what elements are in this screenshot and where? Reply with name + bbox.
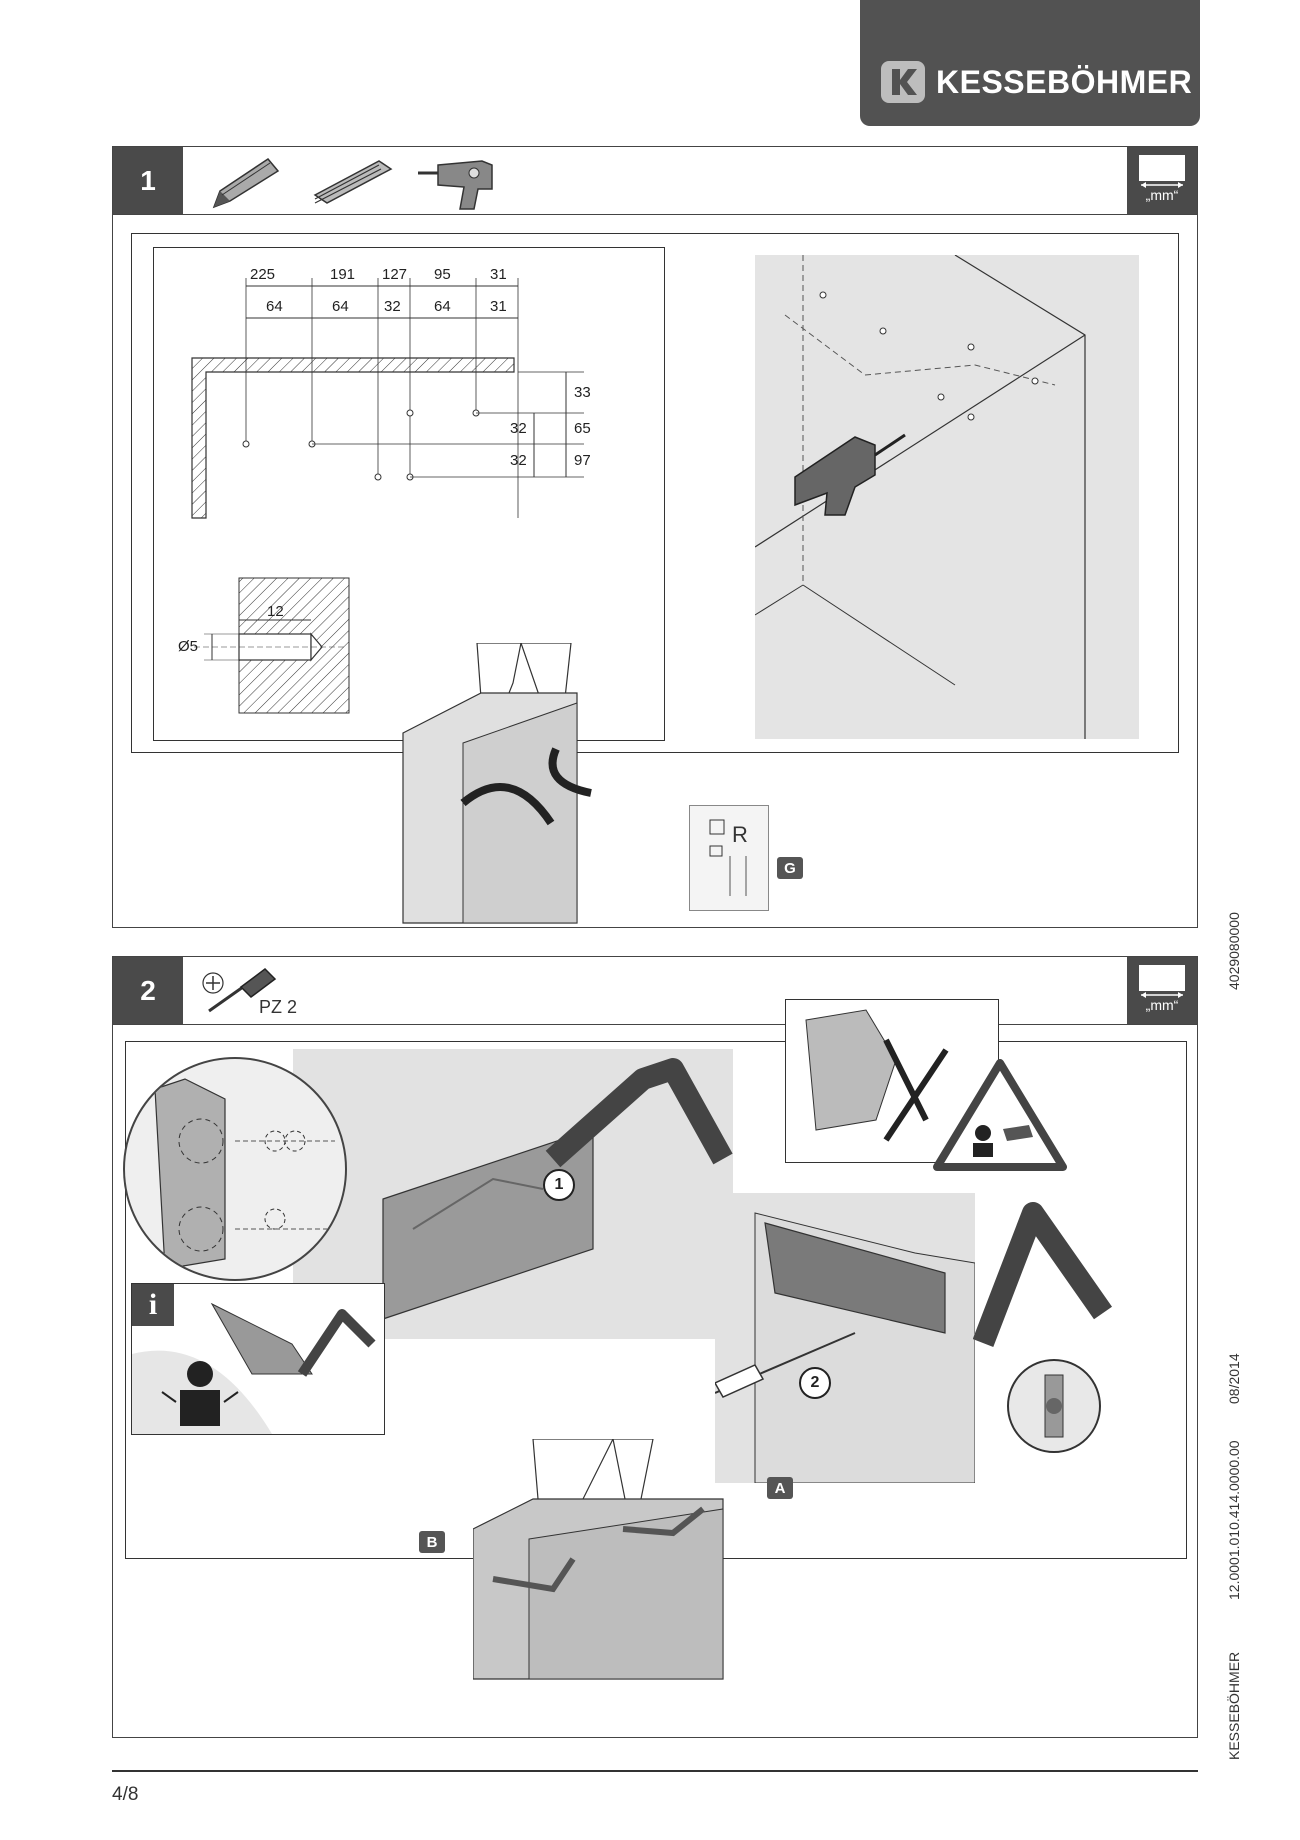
dim-diameter: Ø5	[178, 638, 199, 655]
warning-triangle-icon	[933, 1059, 1067, 1171]
step-2	[112, 956, 1198, 1738]
step-marker-2: 2	[799, 1367, 831, 1399]
brand-name: KESSEBÖHMER	[936, 64, 1193, 100]
dim-32-b: 32	[510, 420, 527, 437]
dim-64-a: 64	[266, 298, 283, 315]
dim-65: 65	[574, 420, 591, 437]
units-label: „mm“	[1145, 997, 1179, 1013]
info-inset	[131, 1283, 385, 1435]
step-2-header	[113, 957, 1197, 1025]
step-number: 1	[113, 147, 183, 214]
dim-31-top: 31	[490, 266, 507, 283]
units-label: „mm“	[1145, 187, 1179, 203]
dim-95: 95	[434, 266, 451, 283]
dim-97: 97	[574, 452, 591, 469]
cabinet-inset	[401, 643, 701, 929]
screw-detail-magnifier	[1007, 1359, 1101, 1453]
side-date: 08/2014	[1226, 1353, 1242, 1404]
footer-divider	[112, 1770, 1198, 1772]
dim-64-c: 64	[434, 298, 451, 315]
callout-a: A	[767, 1477, 793, 1499]
step-1-header	[113, 147, 1197, 215]
folding-rule-icon	[309, 155, 399, 211]
page-number: 4/8	[112, 1784, 139, 1805]
svg-text:R: R	[732, 822, 748, 847]
step-marker-1: 1	[543, 1169, 575, 1201]
side-ref: 12.0001.010.414.0000.00	[1226, 1440, 1242, 1600]
dim-191: 191	[330, 266, 356, 283]
step-number: 2	[113, 957, 183, 1024]
kesseboehmer-logo-icon	[880, 60, 926, 104]
dim-31-b: 31	[490, 298, 507, 315]
drilling-illustration	[755, 255, 1139, 739]
callout-g: G	[777, 857, 803, 879]
pencil-icon	[208, 151, 288, 213]
screwdriver-size-label: PZ 2	[259, 997, 298, 1017]
dim-32-c: 32	[510, 452, 527, 469]
units-box	[1127, 957, 1197, 1024]
step-1	[112, 146, 1198, 928]
side-brand: KESSEBÖHMER	[1226, 1651, 1242, 1760]
dim-225: 225	[250, 266, 276, 283]
dim-127: 127	[382, 266, 408, 283]
dim-depth: 12	[267, 603, 284, 620]
info-icon: i	[132, 1284, 174, 1326]
dim-32-a: 32	[384, 298, 401, 315]
dim-64-b: 64	[332, 298, 349, 315]
detail-magnifier	[123, 1057, 347, 1281]
callout-b: B	[419, 1531, 445, 1553]
template-sheet	[689, 805, 769, 911]
drill-icon	[418, 151, 508, 213]
side-code: 4029080000	[1226, 912, 1242, 990]
units-box	[1127, 147, 1197, 214]
dim-33: 33	[574, 384, 591, 401]
